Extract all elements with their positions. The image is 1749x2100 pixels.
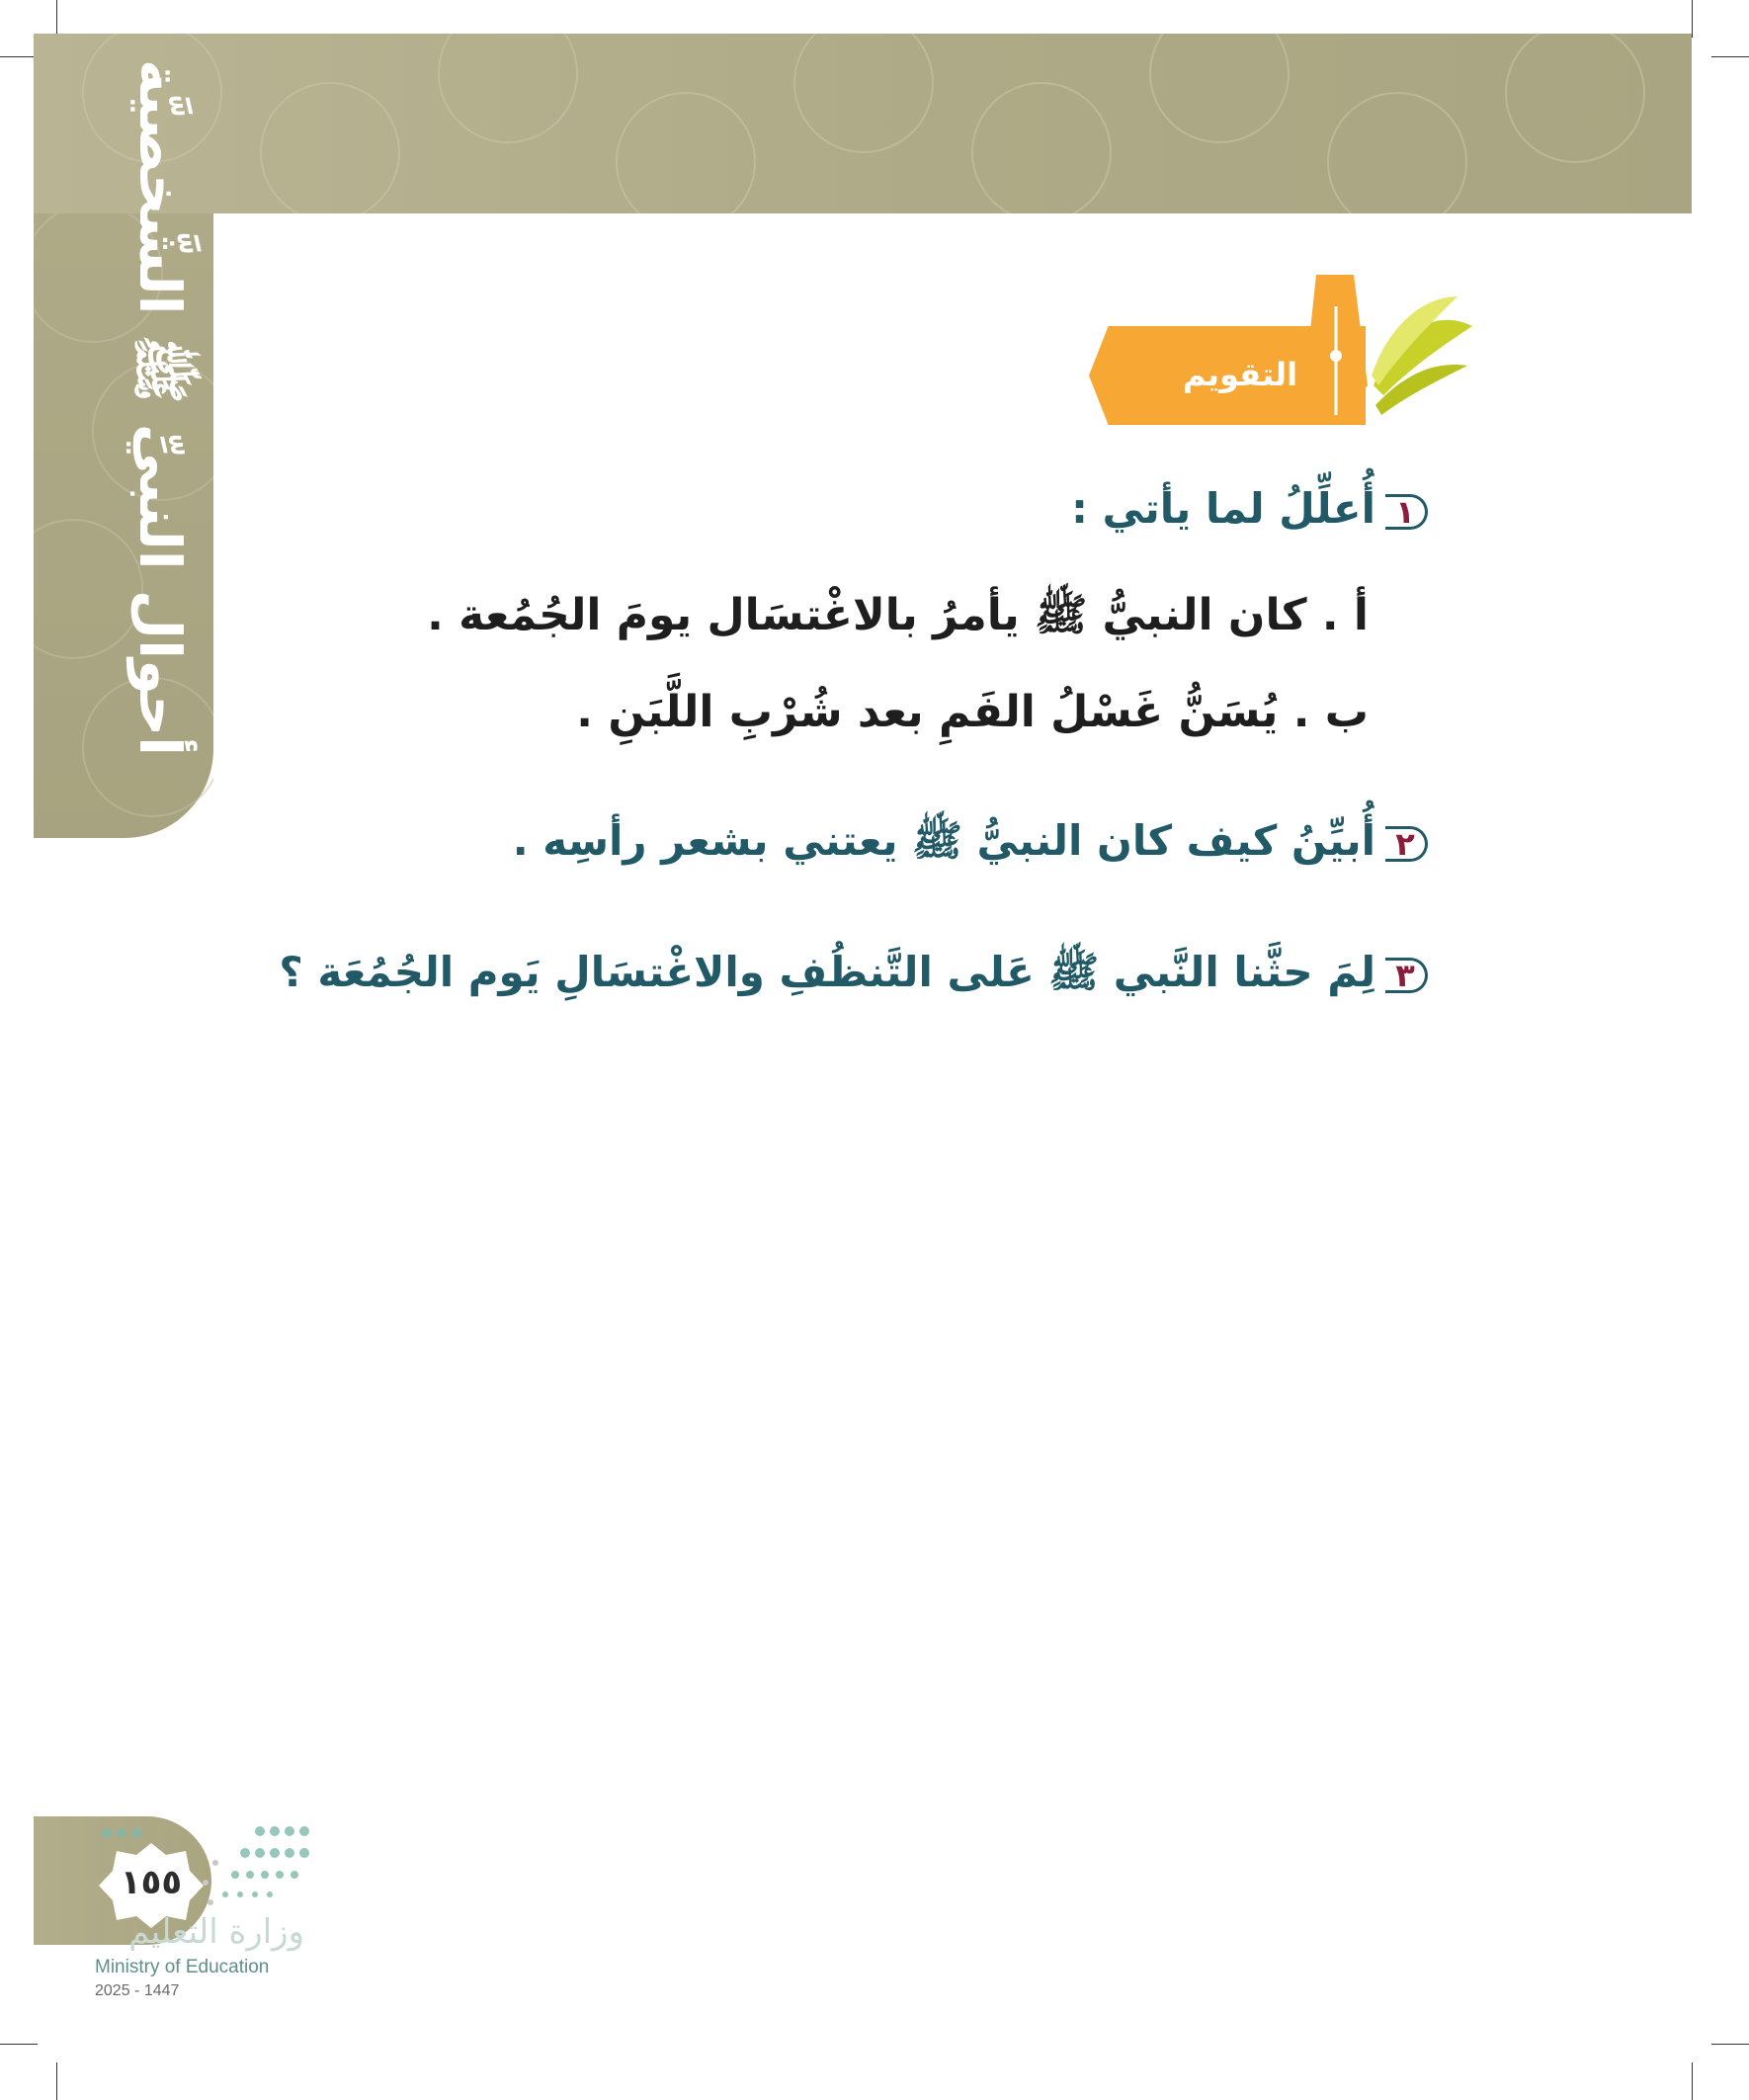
crop-mark <box>56 2062 57 2100</box>
question-text: لِمَ حثَّنا النَّبي ﷺ عَلى التَّنظُفِ والاغْتسَالِ يَوم الجُمُعَة ؟ <box>279 948 1375 996</box>
sub-item-b: ب . يُسَنُّ غَسْلُ الفَمِ بعد شُرْبِ اللَّبَنِ . <box>576 687 1369 737</box>
question-1 <box>1071 484 1428 533</box>
header-band <box>34 34 1692 213</box>
crop-mark <box>56 0 57 38</box>
question-2 <box>513 815 1428 876</box>
question-text: أُبيِّنُ كيف كان النبيُّ ﷺ يعتني بشعر رأسِه . <box>512 816 1375 865</box>
question-number: ٣ <box>1385 958 1428 993</box>
crop-mark <box>1692 0 1693 38</box>
question-3 <box>279 947 1428 1007</box>
chapter-title: أحوال النبيِّ ﷺ الشَّخصيَّة <box>126 58 194 756</box>
crop-mark <box>1692 2062 1693 2100</box>
crop-mark <box>0 56 38 57</box>
ministry-name-english: Ministry of Education <box>95 1957 270 1977</box>
crop-mark <box>0 2044 38 2045</box>
pattern-decoration <box>34 34 1692 213</box>
question-number: ١ <box>1385 494 1428 530</box>
ministry-name-arabic: وزارة التعليم <box>128 1912 304 1952</box>
page-number: ١٥٥ <box>120 1863 183 1902</box>
section-label: التقويم <box>1182 356 1298 393</box>
ministry-year: 2025 - 1447 <box>95 1982 180 1999</box>
pen-icon <box>1285 267 1482 425</box>
crop-mark <box>1711 2044 1749 2045</box>
question-number: ٢ <box>1385 826 1428 862</box>
sub-item-a: أ . كان النبيُّ ﷺ يأمرُ بالاغْتسَال يومَ الجُمُعة . <box>427 590 1369 640</box>
question-text: أُعلِّلُ لما يأتي : <box>1071 484 1375 533</box>
crop-mark <box>1711 56 1749 57</box>
